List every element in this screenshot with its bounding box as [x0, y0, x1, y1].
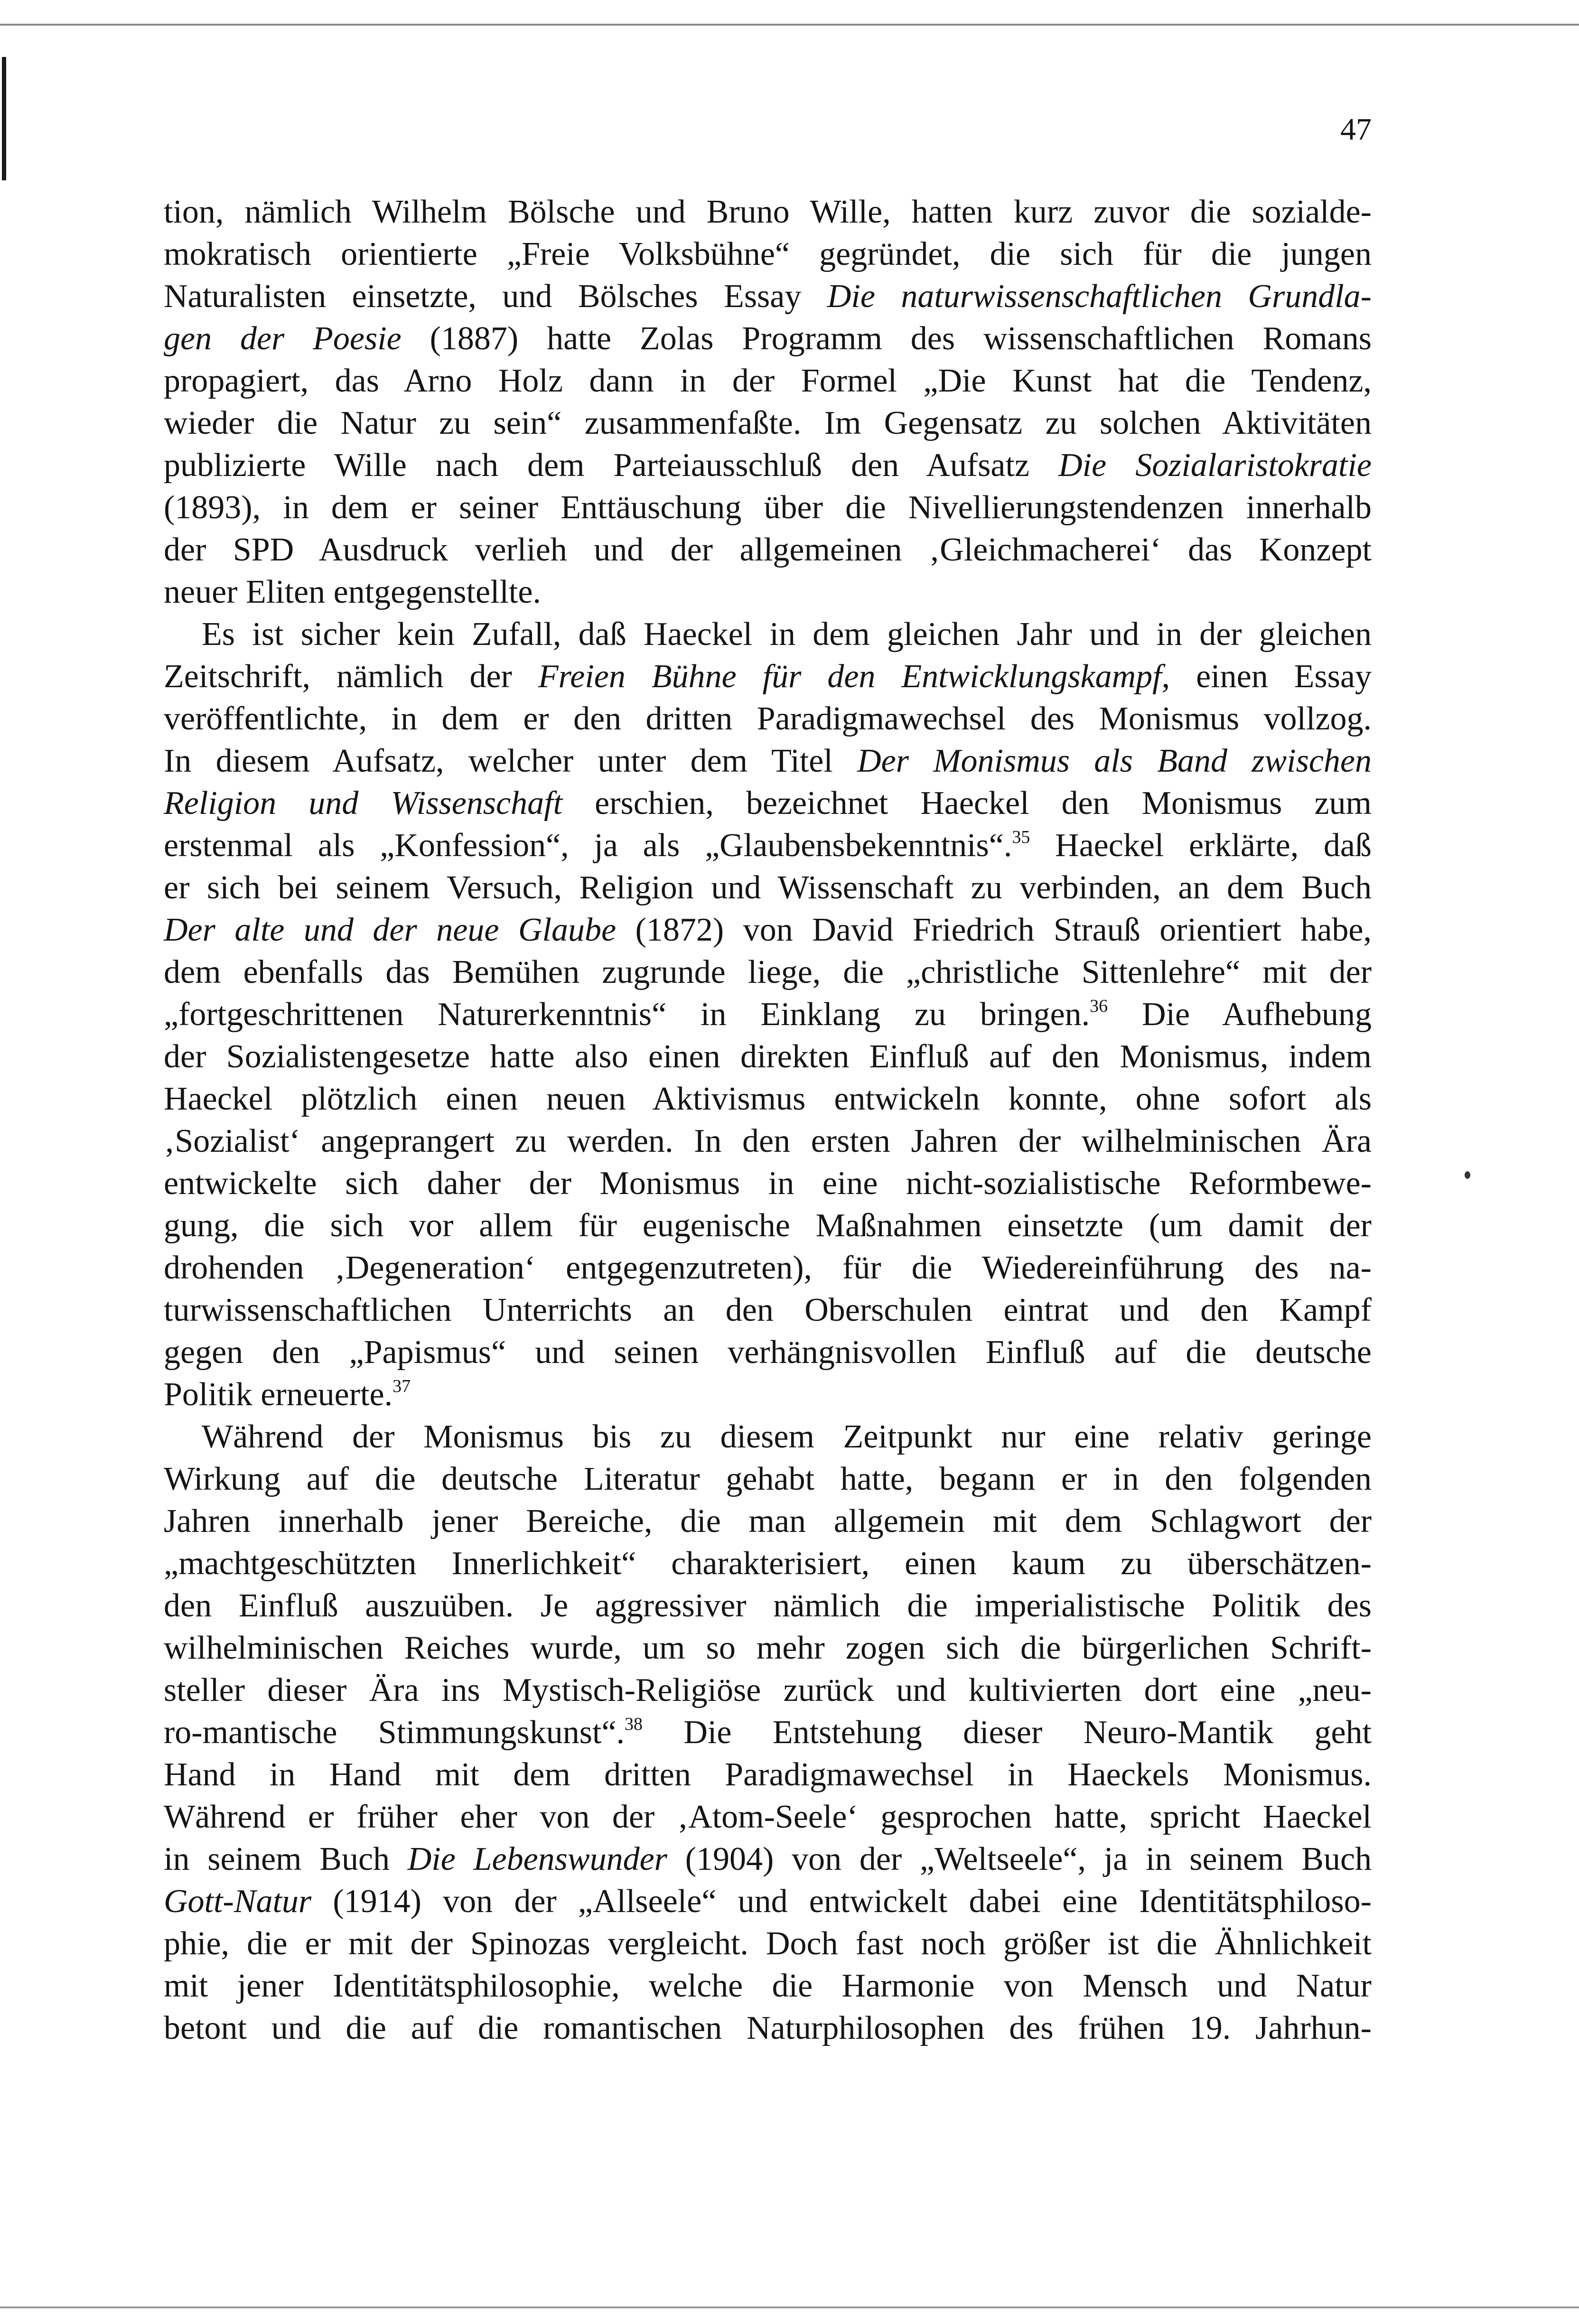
top-edge-rule: [0, 24, 1579, 26]
text-run: Jahren innerhalb jener Bereiche, die man allgemein mit dem Schlagwort der: [164, 1503, 1372, 1540]
text-run: (1887) hatte Zolas Programm des wissenschaftlichen Romans: [401, 320, 1372, 357]
text-run: Hand in Hand mit dem dritten Paradigmawechsel in Haeckels Monismus.: [164, 1756, 1372, 1793]
text-line: [164, 993, 1372, 1036]
text-run: neuer Eliten entgegenstellte.: [164, 574, 541, 610]
text-line: [164, 740, 1372, 782]
text-run: wieder die Natur zu sein“ zusammenfaßte. Im Gegensatz zu solchen Aktivitäten: [164, 405, 1372, 441]
text-run: tion, nämlich Wilhelm Bölsche und Bruno Wille, hatten kurz zuvor die sozialde-: [164, 194, 1372, 230]
text-line: [164, 1120, 1372, 1162]
text-run: (1904) von der „Weltseele“, ja in seinem Buch: [667, 1841, 1372, 1877]
text-line: [164, 275, 1372, 317]
text-run: mit jener Identitätsphilosophie, welche die Harmonie von Mensch und Natur: [164, 1968, 1372, 2004]
text-line: [164, 2007, 1372, 2049]
text-line: [164, 1500, 1372, 1542]
text-line: [164, 191, 1372, 233]
text-line: [164, 655, 1372, 698]
text-line: [164, 1078, 1372, 1120]
text-run: ro-mantische Stimmungskunst“.: [164, 1714, 625, 1751]
text-run: Die Entstehung dieser Neuro-Mantik geht: [643, 1714, 1372, 1751]
text-run: In diesem Aufsatz, welcher unter dem Titel: [164, 743, 858, 779]
text-run: publizierte Wille nach dem Parteiausschluß den Aufsatz: [164, 447, 1059, 484]
text-run: (1872) von David Friedrich Strauß orientiert habe,: [616, 912, 1372, 948]
italic-title: Der alte und der neue Glaube: [164, 912, 617, 948]
text-line: [164, 1711, 1372, 1754]
text-run: , einen Essay: [1161, 658, 1372, 695]
text-run: (1893), in dem er seiner Enttäuschung über die Nivellierungstendenzen innerhalb: [164, 489, 1372, 526]
text-line: [164, 782, 1372, 824]
text-run: betont und die auf die romantischen Naturphilosophen des frühen 19. Jahrhun-: [164, 2010, 1372, 2046]
text-run: veröffentlichte, in dem er den dritten Paradigmawechsel des Monismus vollzog.: [164, 700, 1372, 737]
binding-edge-mark: [2, 57, 6, 180]
text-run: „machtgeschützten Innerlichkeit“ charakterisiert, einen kaum zu überschätzen-: [164, 1545, 1372, 1582]
text-line: [164, 317, 1372, 360]
italic-title: gen der Poesie: [164, 320, 402, 357]
text-line: [164, 1162, 1372, 1204]
italic-title: Die Lebenswunder: [407, 1841, 667, 1877]
text-line: [164, 951, 1372, 993]
text-run: Naturalisten einsetzte, und Bölsches Essay: [164, 278, 827, 315]
text-line: [164, 1373, 1372, 1416]
text-line: [164, 1036, 1372, 1078]
text-line: [164, 1880, 1372, 1923]
text-run: gegen den „Papismus“ und seinen verhängnisvollen Einfluß auf die deutsche: [164, 1334, 1372, 1371]
text-line: [164, 1796, 1372, 1838]
text-line: [164, 444, 1372, 486]
text-run: der Sozialistengesetze hatte also einen direkten Einfluß auf den Monismus, indem: [164, 1038, 1372, 1075]
text-line: [164, 1965, 1372, 2007]
italic-title: Die naturwissenschaftlichen Grundla-: [827, 278, 1372, 315]
bottom-edge-rule: [0, 2306, 1579, 2308]
text-line: [164, 1416, 1372, 1458]
text-run: steller dieser Ära ins Mystisch-Religiöse zurück und kultivierten dort eine „neu-: [164, 1672, 1372, 1708]
text-run: Die Aufhebung: [1108, 996, 1372, 1033]
text-run: Wirkung auf die deutsche Literatur gehabt hatte, begann er in den folgenden: [164, 1461, 1372, 1497]
text-run: propagiert, das Arno Holz dann in der Formel „Die Kunst hat die Tendenz,: [164, 363, 1372, 399]
text-run: Haeckel plötzlich einen neuen Aktivismus entwickeln konnte, ohne sofort als: [164, 1081, 1372, 1117]
text-line: [164, 233, 1372, 275]
text-run: ‚Sozialist‘ angeprangert zu werden. In den ersten Jahren der wilhelminischen Ära: [164, 1123, 1372, 1159]
text-line: [164, 909, 1372, 951]
text-run: er sich bei seinem Versuch, Religion und Wissenschaft zu verbinden, an dem Buch: [164, 869, 1372, 906]
text-run: erschien, bezeichnet Haeckel den Monismus zum: [562, 785, 1372, 821]
text-line: [164, 1923, 1372, 1965]
text-line: [164, 613, 1372, 655]
text-run: den Einfluß auszuüben. Je aggressiver nämlich die imperialistische Politik des: [164, 1587, 1372, 1624]
text-run: entwickelte sich daher der Monismus in eine nicht-sozialistische Reformbewe-: [164, 1165, 1372, 1202]
text-line: [164, 1838, 1372, 1880]
text-run: erstenmal als „Konfession“, ja als „Glaubensbekenntnis“.: [164, 827, 1012, 864]
italic-title: Religion und Wissenschaft: [164, 785, 563, 821]
text-run: mokratisch orientierte „Freie Volksbühne“ gegründet, die sich für die jungen: [164, 236, 1372, 272]
text-line: [164, 867, 1372, 909]
text-line: [164, 402, 1372, 444]
text-run: Es ist sicher kein Zufall, daß Haeckel in dem gleichen Jahr und in der gleichen: [202, 616, 1372, 653]
text-run: Während der Monismus bis zu diesem Zeitpunkt nur eine relativ geringe: [202, 1419, 1372, 1455]
text-line: [164, 1458, 1372, 1500]
body-text: [164, 191, 1372, 2049]
text-run: Zeitschrift, nämlich der: [164, 658, 538, 695]
text-line: [164, 360, 1372, 402]
text-line: [164, 1331, 1372, 1373]
text-run: wilhelminischen Reiches wurde, um so mehr zogen sich die bürgerlichen Schrift-: [164, 1630, 1372, 1666]
text-line: [164, 1585, 1372, 1627]
text-line: [164, 1627, 1372, 1669]
footnote-ref: 35: [1012, 827, 1030, 847]
text-run: Haeckel erklärte, daß: [1030, 827, 1372, 864]
text-run: der SPD Ausdruck verlieh und der allgemeinen ‚Gleichmacherei‘ das Konzept: [164, 532, 1372, 568]
footnote-ref: 37: [392, 1376, 411, 1396]
scan-speck: [1465, 1171, 1470, 1179]
text-run: turwissenschaftlichen Unterrichts an den Oberschulen eintrat und den Kampf: [164, 1292, 1372, 1328]
italic-title: Die Sozialaristokratie: [1058, 447, 1372, 484]
footnote-ref: 36: [1090, 996, 1108, 1016]
italic-title: Der Monismus als Band zwischen: [857, 743, 1372, 779]
text-run: dem ebenfalls das Bemühen zugrunde liege, die „christliche Sittenlehre“ mit der: [164, 954, 1372, 990]
text-line: [164, 486, 1372, 529]
text-line: [164, 824, 1372, 867]
footnote-ref: 38: [625, 1714, 643, 1734]
text-line: [164, 1754, 1372, 1796]
text-run: gung, die sich vor allem für eugenische Maßnahmen einsetzte (um damit der: [164, 1207, 1372, 1244]
text-run: in seinem Buch: [164, 1841, 408, 1877]
italic-title: Freien Bühne für den Entwicklungskampf: [538, 658, 1162, 695]
text-line: [164, 1289, 1372, 1331]
text-line: [164, 1542, 1372, 1585]
text-run: phie, die er mit der Spinozas vergleicht. Doch fast noch größer ist die Ähnlichkeit: [164, 1925, 1372, 1962]
text-run: Politik erneuerte.: [164, 1376, 393, 1413]
italic-title: Gott-Natur: [164, 1883, 312, 1920]
page-number: 47: [1340, 112, 1372, 147]
text-line: [164, 1669, 1372, 1711]
text-run: Während er früher eher von der ‚Atom-Seele‘ gesprochen hatte, spricht Haeckel: [164, 1799, 1372, 1835]
text-line: [164, 1247, 1372, 1289]
text-run: (1914) von der „Allseele“ und entwickelt dabei eine Identitätsphiloso-: [311, 1883, 1372, 1920]
text-line: [164, 1204, 1372, 1247]
text-line: [164, 698, 1372, 740]
text-run: „fortgeschrittenen Naturerkenntnis“ in Einklang zu bringen.: [164, 996, 1090, 1033]
text-line: [164, 529, 1372, 571]
text-run: drohenden ‚Degeneration‘ entgegenzutreten), für die Wiedereinführung des na-: [164, 1250, 1372, 1286]
text-line: [164, 571, 1372, 613]
